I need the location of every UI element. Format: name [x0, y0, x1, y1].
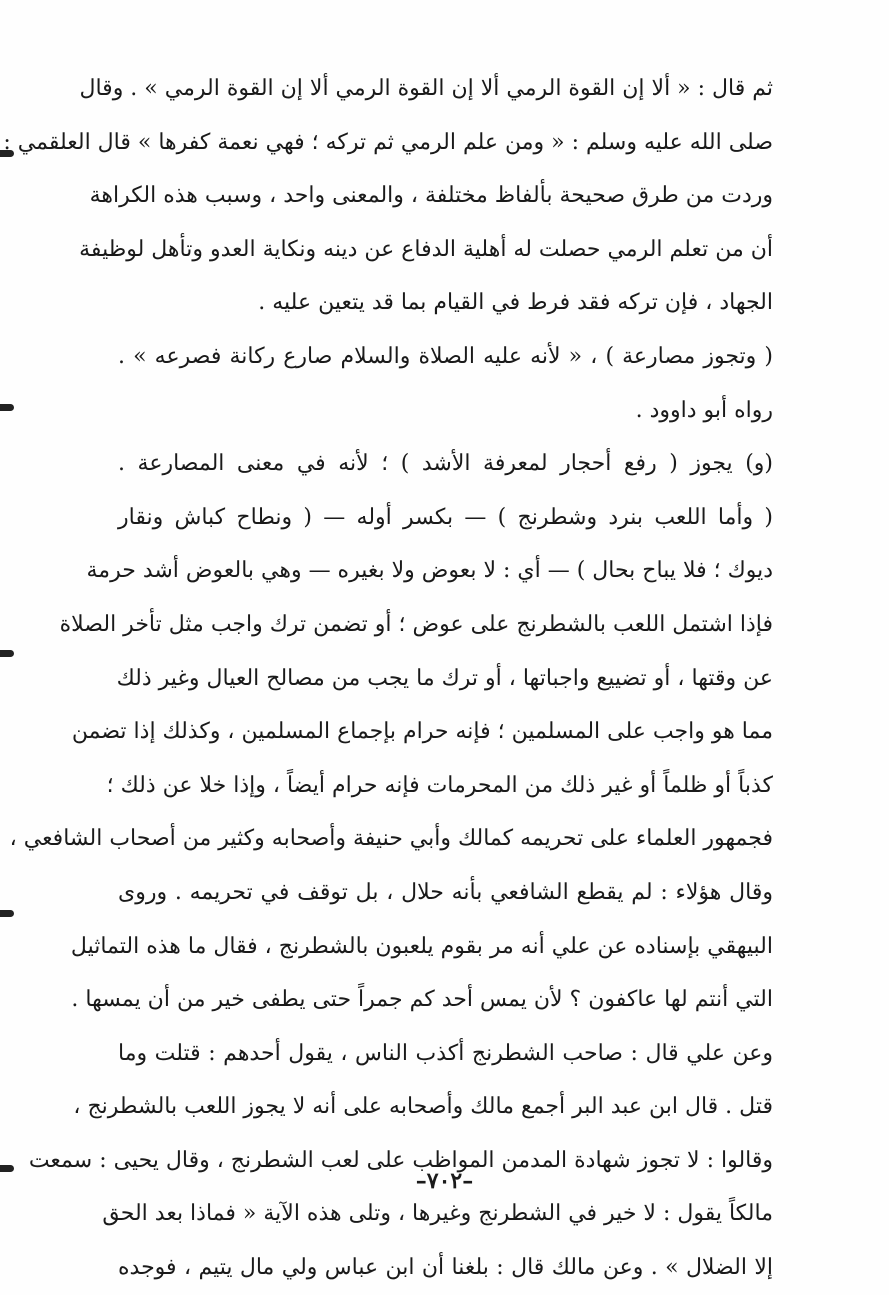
text-line: ديوك ؛ فلا يباح بحال ) — أي : لا بعوض ولا بغيره — وهي بالعوض أشد حرمة [86, 558, 773, 584]
text-line: (و) يجوز ( رفع أحجار لمعرفة الأشد ) ؛ لأنه في معنى المصارعة . [118, 451, 773, 477]
text-line: ثم قال : « ألا إن القوة الرمي ألا إن القوة الرمي ألا إن القوة الرمي » . وقال [79, 76, 773, 101]
text-line: أن من تعلم الرمي حصلت له أهلية الدفاع عن دينه ونكاية العدو وتأهل لوظيفة [79, 236, 773, 262]
text-line: البيهقي بإسناده عن علي أنه مر بقوم يلعبون بالشطرنج ، فقال ما هذه التماثيل [70, 933, 773, 959]
binding-mark-2 [0, 404, 14, 411]
text-line: إلا الضلال » . وعن مالك قال : بلغنا أن ابن عباس ولي مال يتيم ، فوجده [118, 1255, 773, 1281]
text-line: قتل . قال ابن عبد البر أجمع مالك وأصحابه على أنه لا يجوز اللعب بالشطرنج ، [73, 1094, 773, 1120]
text-line: الجهاد ، فإن تركه فقد فرط في القيام بما قد يتعين عليه . [258, 290, 773, 316]
text-line: مالكاً يقول : لا خير في الشطرنج وغيرها ، وتلى هذه الآية « فماذا بعد الحق [102, 1201, 773, 1227]
text-line: فإذا اشتمل اللعب بالشطرنج على عوض ؛ أو تضمن ترك واجب مثل تأخر الصلاة [59, 611, 773, 637]
binding-mark-3 [0, 650, 14, 657]
text-line: وردت من طرق صحيحة بألفاظ مختلفة ، والمعنى واحد ، وسبب هذه الكراهة [89, 183, 773, 209]
text-line: عن وقتها ، أو تضييع واجباتها ، أو ترك ما يجب من مصالح العيال وغير ذلك [116, 665, 773, 691]
text-line: وعن علي قال : صاحب الشطرنج أكذب الناس ، يقول أحدهم : قتلت وما [118, 1040, 773, 1066]
text-line: فجمهور العلماء على تحريمه كمالك وأبي حنيفة وأصحابه وكثير من أصحاب الشافعي ، [9, 826, 773, 852]
text-line: وقال هؤلاء : لم يقطع الشافعي بأنه حلال ، بل توقف في تحريمه . وروى [118, 879, 773, 905]
body-text [3, 62, 773, 1295]
text-line: ( وأما اللعب بنرد وشطرنج ) — بكسر أوله — ( ونطاح كباش ونقار [118, 504, 773, 530]
text-line: مما هو واجب على المسلمين ؛ فإنه حرام بإجماع المسلمين ، وكذلك إذا تضمن [71, 719, 773, 745]
text-line: رواه أبو داوود . [635, 397, 773, 423]
page-number: –٧٠٢– [415, 1168, 474, 1194]
text-line: ( وتجوز مصارعة ) ، « لأنه عليه الصلاة والسلام صارع ركانة فصرعه » . [118, 343, 773, 369]
text-line: التي أنتم لها عاكفون ؟ لأن يمس أحد كم جمراً حتى يطفى خير من أن يمسها . [71, 987, 773, 1013]
text-line: صلى الله عليه وسلم : « ومن علم الرمي ثم تركه ؛ فهي نعمة كفرها » قال العلقمي : [3, 129, 773, 155]
text-line: وقالوا : لا تجوز شهادة المدمن المواظب على لعب الشطرنج ، وقال يحيى : سمعت [28, 1147, 773, 1173]
binding-mark-4 [0, 910, 14, 917]
text-line: كذباً أو ظلماً أو غير ذلك من المحرمات فإنه حرام أيضاً ، وإذا خلا عن ذلك ؛ [106, 772, 773, 798]
